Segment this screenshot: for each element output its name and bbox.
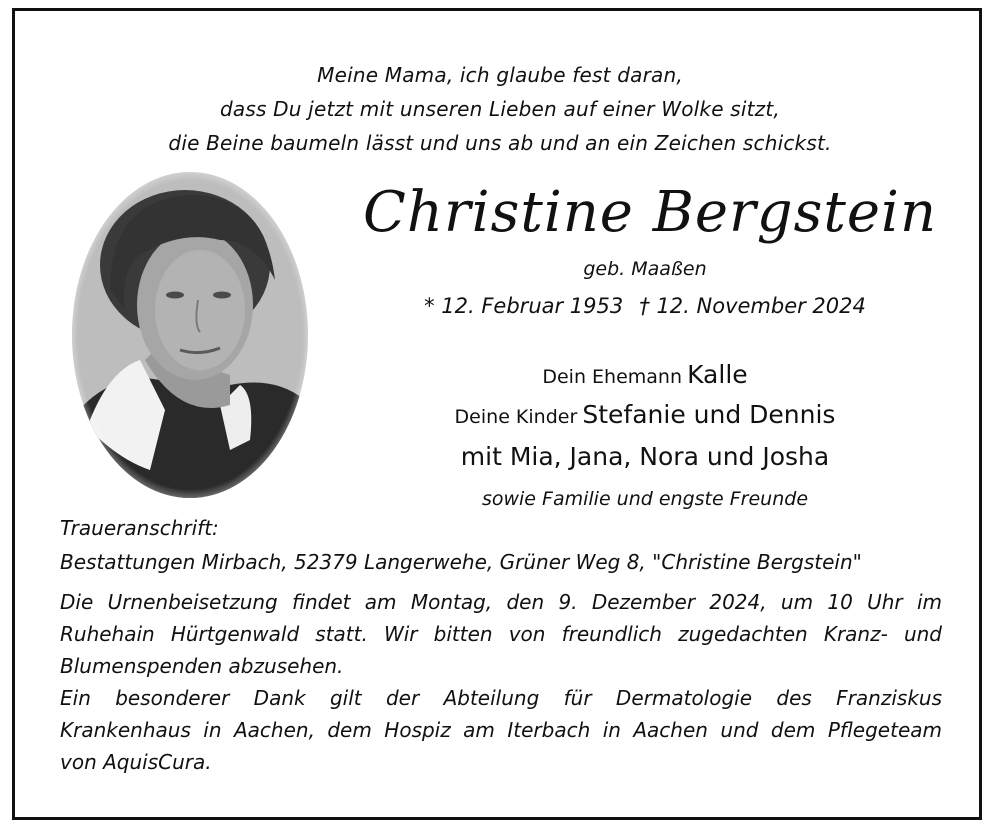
birth-name: geb. Maaßen [583,258,707,280]
notice-line: von AquisCura. [60,750,212,774]
family-husband [380,360,910,389]
poem [0,58,1000,160]
notice-line: Ruhehain Hürtgenwald statt. Wir bitten von freundlich zugedachten Kranz- und [60,622,942,646]
family-children [380,400,910,429]
death-date: † 12. November 2024 [639,294,866,318]
husband-name: Kalle [687,360,748,389]
address-text: Bestattungen Mirbach, 52379 Langerwehe, Grüner Weg 8, "Christine Bergstein" [60,550,862,574]
poem-line: Meine Mama, ich glaube fest daran, [317,63,683,87]
children-prefix: Deine Kinder [454,406,578,428]
portrait-photo [70,170,310,500]
poem-line: dass Du jetzt mit unseren Lieben auf einer Wolke sitzt, [220,97,780,121]
notice-line: Krankenhaus in Aachen, dem Hospiz am Iterbach in Aachen und dem Pflegeteam [60,718,942,742]
notice-line: Ein besonderer Dank gilt der Abteilung für Dermatologie des Franziskus [60,686,942,710]
life-dates [400,294,890,318]
children-names: Stefanie und Dennis [582,400,836,429]
deceased-name: Christine Bergstein [362,180,938,245]
family-grandchildren: mit Mia, Jana, Nora und Josha [460,442,830,471]
notice-text [60,586,942,778]
poem-line: die Beine baumeln lässt und uns ab und an ein Zeichen schickst. [168,131,832,155]
family-others: sowie Familie und engste Freunde [481,488,809,510]
birth-date: * 12. Februar 1953 [424,294,624,318]
notice-line: Die Urnenbeisetzung findet am Montag, den 9. Dezember 2024, um 10 Uhr im [60,590,942,614]
address-label: Traueranschrift: [60,516,219,540]
husband-prefix: Dein Ehemann [542,366,682,388]
notice-line: Blumenspenden abzusehen. [60,654,344,678]
